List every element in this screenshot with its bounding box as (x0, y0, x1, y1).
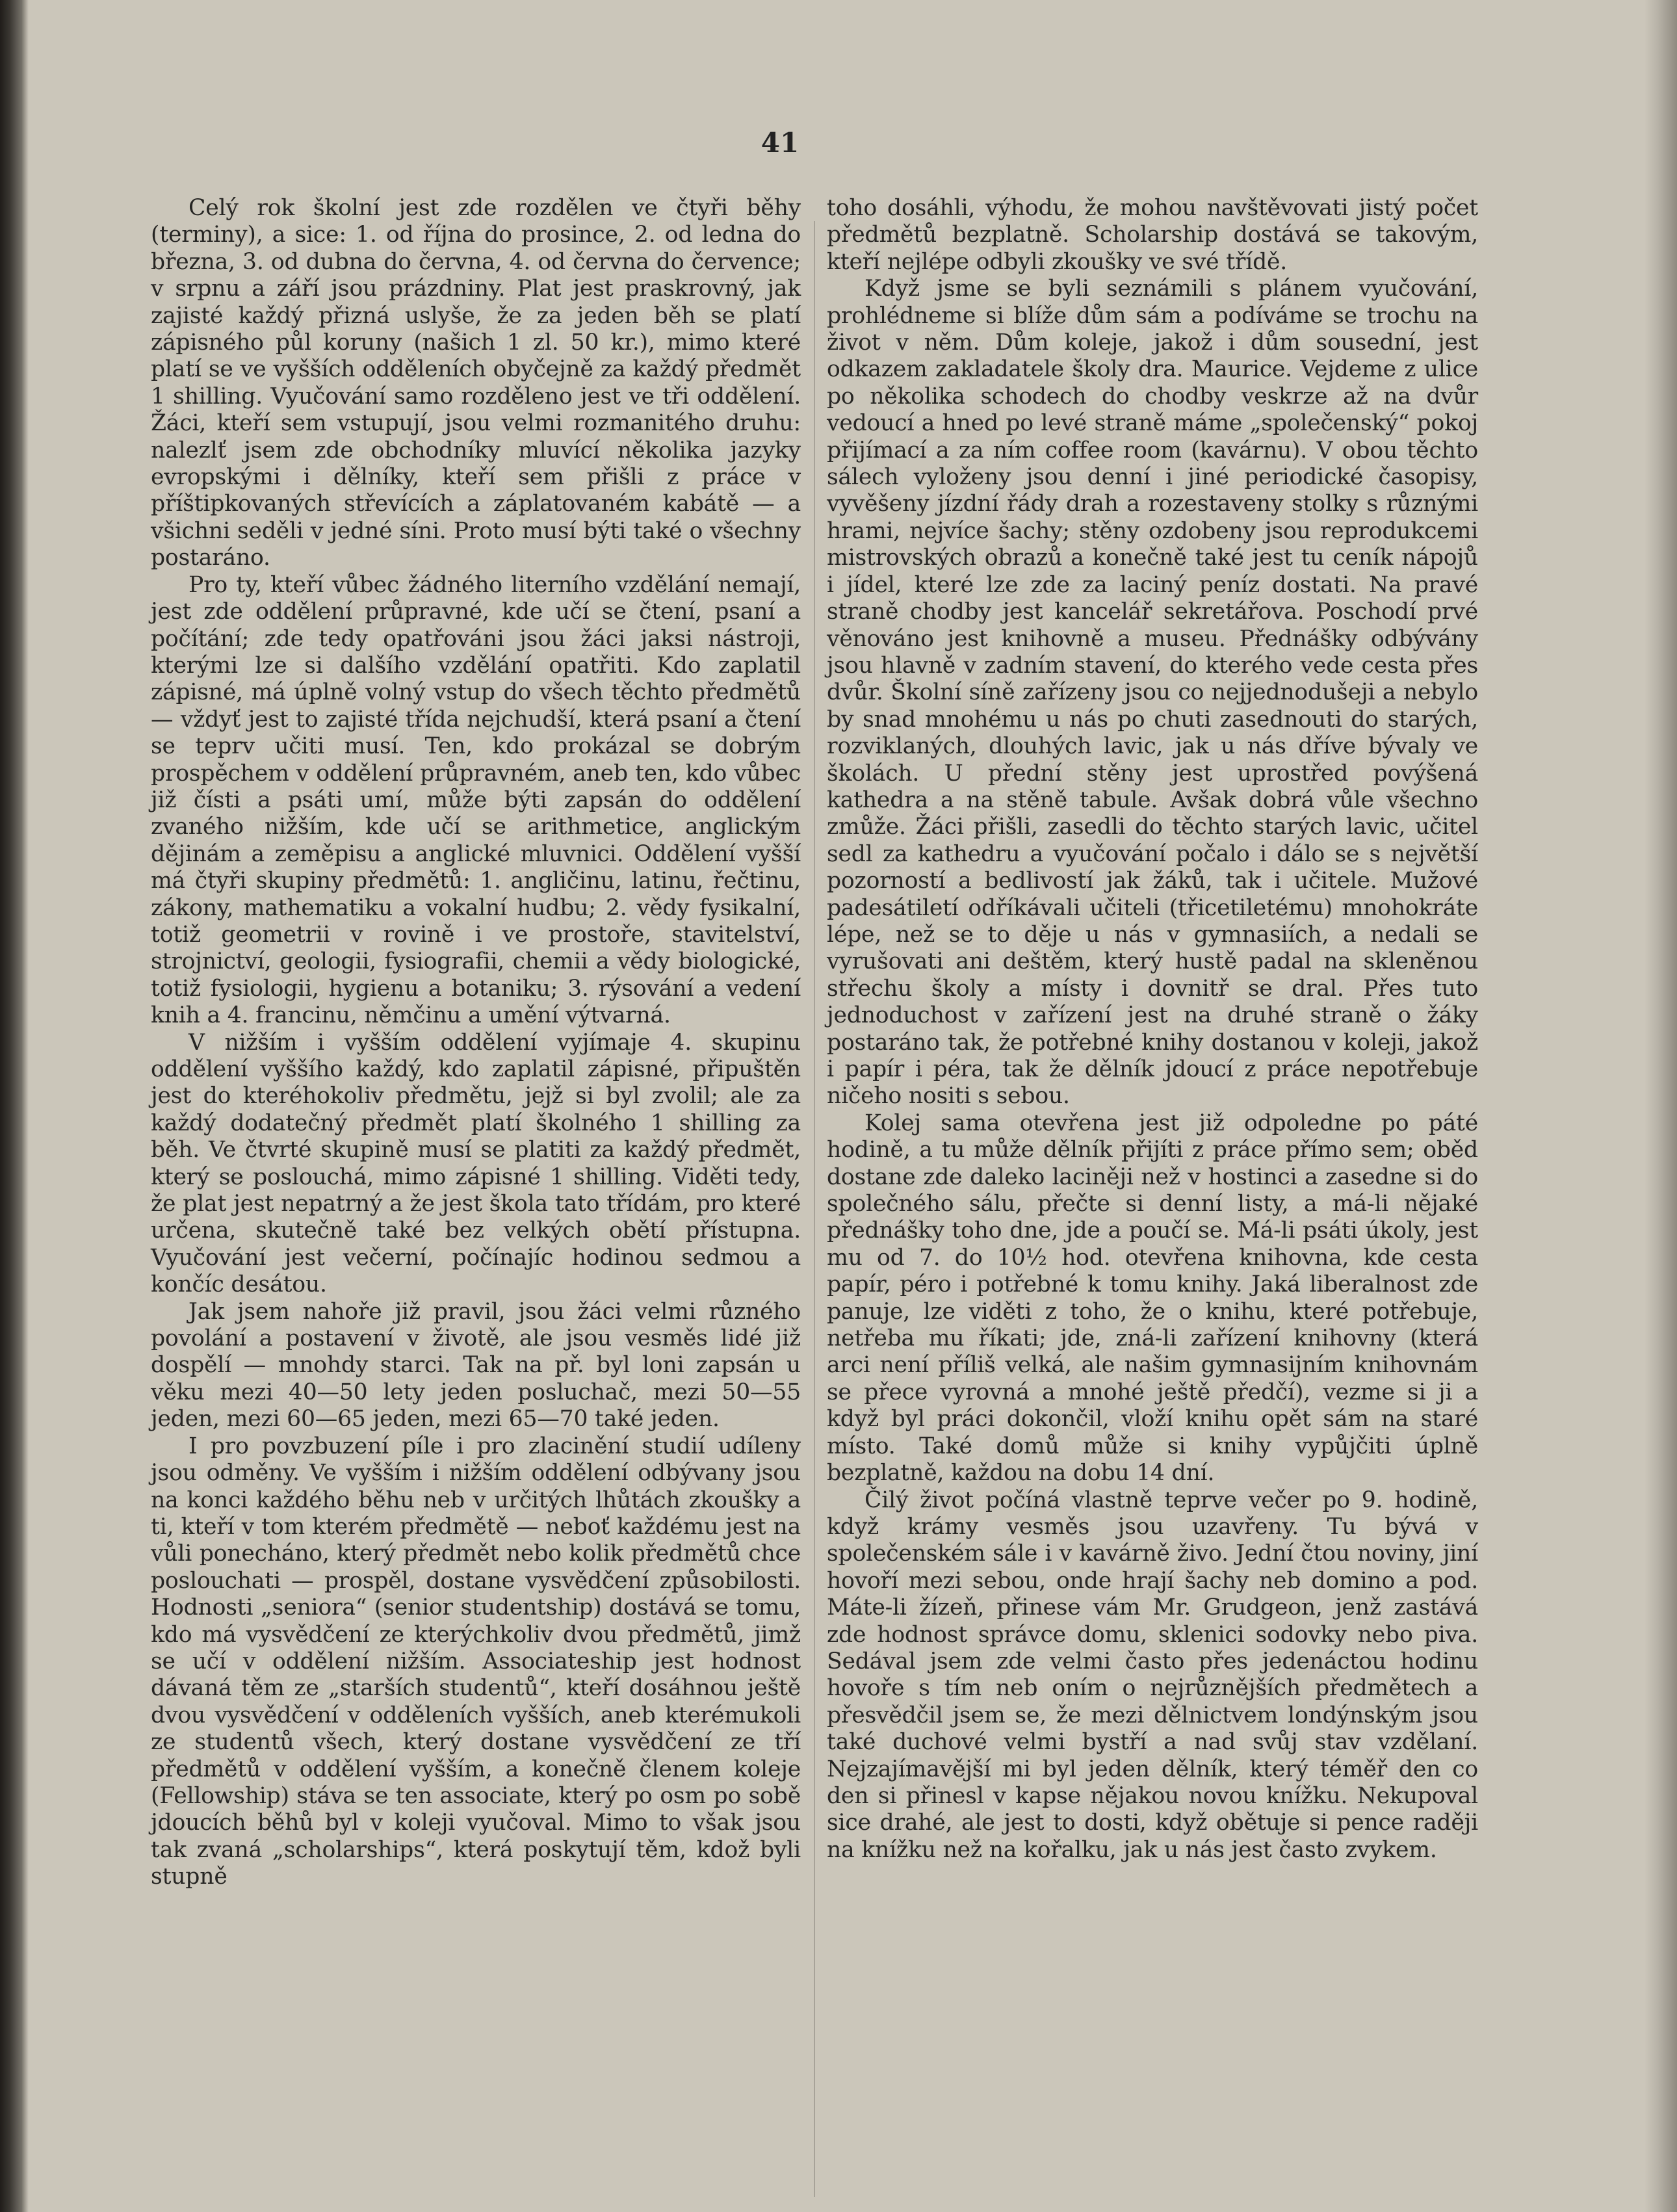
book-spine (0, 0, 22, 2212)
right-column (827, 195, 1478, 1864)
paragraph: Když jsme se byli seznámili s plánem vyučování, prohlédneme si blíže dům sám a podíváme se trochu na život v něm. Dům koleje, jakož i dům sousední, jest odkazem zakladatele školy dra. Maurice. Vejdeme z ulice po několika schodech do chodby veskrze až na dvůr vedoucí a hned po levé straně máme „společenský“ pokoj přijímací a za ním coffee room (kavárnu). V obou těchto sálech vyloženy jsou denní i jiné periodické časopisy, vyvěšeny jízdní řády drah a rozestaveny stolky s různými hrami, nejvíce šachy; stěny ozdobeny jsou reprodukcemi mistrovských obrazů a konečně také jest tu ceník nápojů i jídel, které lze zde za laciný peníz dostati. Na pravé straně chodby jest kancelář sekretářova. Poschodí prvé věnováno jest knihovně a museu. Přednášky odbývány jsou hlavně v zadním stavení, do kterého vede cesta přes dvůr. Školní síně zařízeny jsou co nejjednodušeji a nebylo by snad mnohému u nás po chuti zasednouti do starých, rozviklaných, dlouhých lavic, jak u nás dříve bývaly ve školách. U přední stěny jest uprostřed povýšená kathedra a na stěně tabule. Avšak dobrá vůle všechno zmůže. Žáci přišli, zasedli do těchto starých lavic, učitel sedl za kathedru a vyučování počalo i dálo se s největší pozorností a bedlivostí jak žáků, tak i učitele. Mužové padesátiletí odříkávali učiteli (třicetiletému) mnohokráte lépe, než se to děje u nás v gymnasiích, a nedali se vyrušovati ani deštěm, který hustě padal na skleněnou střechu školy a místy i dovnitř se dral. Přes tuto jednoduchost v zařízení jest na druhé straně o žáky postaráno tak, že potřebné knihy dostanou v koleji, jakož i papír i péra, tak že dělník jdoucí z práce nepotřebuje ničeho nositi s sebou. (827, 276, 1478, 1110)
column-divider (814, 221, 815, 2197)
paragraph: Jak jsem nahoře již pravil, jsou žáci velmi různého povolání a postavení v životě, ale jsou vesměs lidé již dospělí — mnohdy starci. Tak na př. byl loni zapsán u věku mezi 40—50 lety jeden posluchač, mezi 50—55 jeden, mezi 60—65 jeden, mezi 65—70 také jeden. (151, 1298, 801, 1433)
paragraph: Kolej sama otevřena jest již odpoledne po páté hodině, a tu může dělník přijíti z práce přímo sem; oběd dostane zde daleko laciněji než v hostinci a zasedne si do společného sálu, přečte si denní listy, a má-li nějaké přednášky toho dne, jde a poučí se. Má-li psáti úkoly, jest mu od 7. do 10½ hod. otevřena knihovna, kde cesta papír, péro i potřebné k tomu knihy. Jaká liberalnost zde panuje, lze viděti z toho, že o knihu, které potřebuje, netřeba mu říkati; jde, zná-li zařízení knihovny (která arci není příliš velká, ale našim gymnasijním knihovnám se přece vyrovná a mnohé ještě předčí), vezme si ji a když byl práci dokončil, vloží knihu opět sám na staré místo. Také domů může si knihy vypůjčiti úplně bezplatně, každou na dobu 14 dní. (827, 1110, 1478, 1487)
paragraph: toho dosáhli, výhodu, že mohou navštěvovati jistý počet předmětů bezplatně. Scholarship dostává se takovým, kteří nejlépe odbyli zkoušky ve své třídě. (827, 195, 1478, 275)
page-right-edge (1644, 0, 1677, 2212)
page-fold-shadow (22, 0, 29, 2212)
paragraph: V nižším i vyšším oddělení vyjímaje 4. skupinu oddělení vyššího každý, kdo zaplatil zápisné, připuštěn jest do kteréhokoliv předmětu, jejž si byl zvolil; ale za každý dodatečný předmět platí školného 1 shilling za běh. Ve čtvrté skupině musí se platiti za každý předmět, který se poslouchá, mimo zápisné 1 shilling. Viděti tedy, že plat jest nepatrný a že jest škola tato třídám, pro které určena, skutečně také bez velkých obětí přístupna. Vyučování jest večerní, počínajíc hodinou sedmou a končíc desátou. (151, 1029, 801, 1298)
paragraph: Čilý život počíná vlastně teprve večer po 9. hodině, když krámy vesměs jsou uzavřeny. Tu bývá v společenském sále i v kavárně živo. Jední čtou noviny, jiní hovoří mezi sebou, onde hrají šachy neb domino a pod. Máte-li žízeň, přinese vám Mr. Grudgeon, jenž zastává zde hodnost správce domu, sklenici sodovky nebo piva. Sedával jsem zde velmi často přes jedenáctou hodinu hovoře s tím neb oním o nejrůznějších předmětech a přesvědčil jsem se, že mezi dělnictvem londýnským jsou také duchové velmi bystří a nad svůj stav vzdělaní. Nejzajímavější mi byl jeden dělník, který téměř den co den si přinesl v kapse nějakou novou knížku. Nekupoval sice drahé, ale jest to dosti, když obětuje si pence raději na knížku než na kořalku, jak u nás jest často zvykem. (827, 1487, 1478, 1863)
left-column (151, 195, 801, 1891)
paragraph: Celý rok školní jest zde rozdělen ve čtyři běhy (terminy), a sice: 1. od října do prosince, 2. od ledna do března, 3. od dubna do června, 4. od června do července; v srpnu a září jsou prázdniny. Plat jest praskrovný, jak zajisté každý přizná uslyše, že za jeden běh se platí zápisného půl koruny (našich 1 zl. 50 kr.), mimo které platí se ve vyšších odděleních obyčejně za každý předmět 1 shilling. Vyučování samo rozděleno jest ve tři oddělení. Žáci, kteří sem vstupují, jsou velmi rozmanitého druhu: nalezlť jsem zde obchodníky mluvící několika jazyky evropskými i dělníky, kteří sem přišli z práce v příštipkovaných střevících a záplatovaném kabátě — a všichni seděli v jedné síni. Proto musí býti také o všechny postaráno. (151, 195, 801, 571)
paragraph: Pro ty, kteří vůbec žádného literního vzdělání nemají, jest zde oddělení průpravné, kde učí se čtení, psaní a počítání; zde tedy opatřováni jsou žáci jaksi nástroji, kterými lze si dalšího vzdělání opatřiti. Kdo zaplatil zápisné, má úplně volný vstup do všech těchto předmětů — vždyť jest to zajisté třída nejchudší, která psaní a čtení se teprv učiti musí. Ten, kdo prokázal se dobrým prospěchem v oddělení průpravném, aneb ten, kdo vůbec již čísti a psáti umí, může býti zapsán do oddělení zvaného nižším, kde učí se arithmetice, anglickým dějinám a zeměpisu a anglické mluvnici. Oddělení vyšší má čtyři skupiny předmětů: 1. angličinu, latinu, řečtinu, zákony, mathematiku a vokalní hudbu; 2. vědy fysikalní, totiž geometrii v rovině i ve prostoře, stavitelství, strojnictví, geologii, fysiografii, chemii a vědy biologické, totiž fysiologii, hygienu a botaniku; 3. rýsování a vedení knih a 4. francinu, němčinu a umění výtvarná. (151, 571, 801, 1029)
paragraph: I pro povzbuzení píle i pro zlacinění studií udíleny jsou odměny. Ve vyšším i nižším oddělení odbývany jsou na konci každého běhu neb v určitých lhůtách zkoušky a ti, kteří v tom kterém předmětě — neboť každému jest na vůli ponecháno, který předmět nebo kolik předmětů chce poslouchati — prospěl, dostane vysvědčení způsobilosti. Hodnosti „seniora“ (senior studentship) dostává se tomu, kdo má vysvědčení ze kterýchkoliv dvou předmětů, jimž se učí v oddělení nižším. Associateship jest hodnost dávaná těm ze „starších studentů“, kteří dosáhnou ještě dvou vysvědčení v odděleních vyšších, aneb kterémukoli ze studentů všech, který dostane vysvědčení ze tří předmětů v oddělení vyšším, a konečně členem koleje (Fellowship) stáva se ten associate, který po osm po sobě jdoucích běhů byl v koleji vyučoval. Mimo to však jsou tak zvaná „scholarships“, která poskytují těm, kdož byli stupně (151, 1433, 801, 1890)
page-number: 41 (760, 127, 800, 159)
